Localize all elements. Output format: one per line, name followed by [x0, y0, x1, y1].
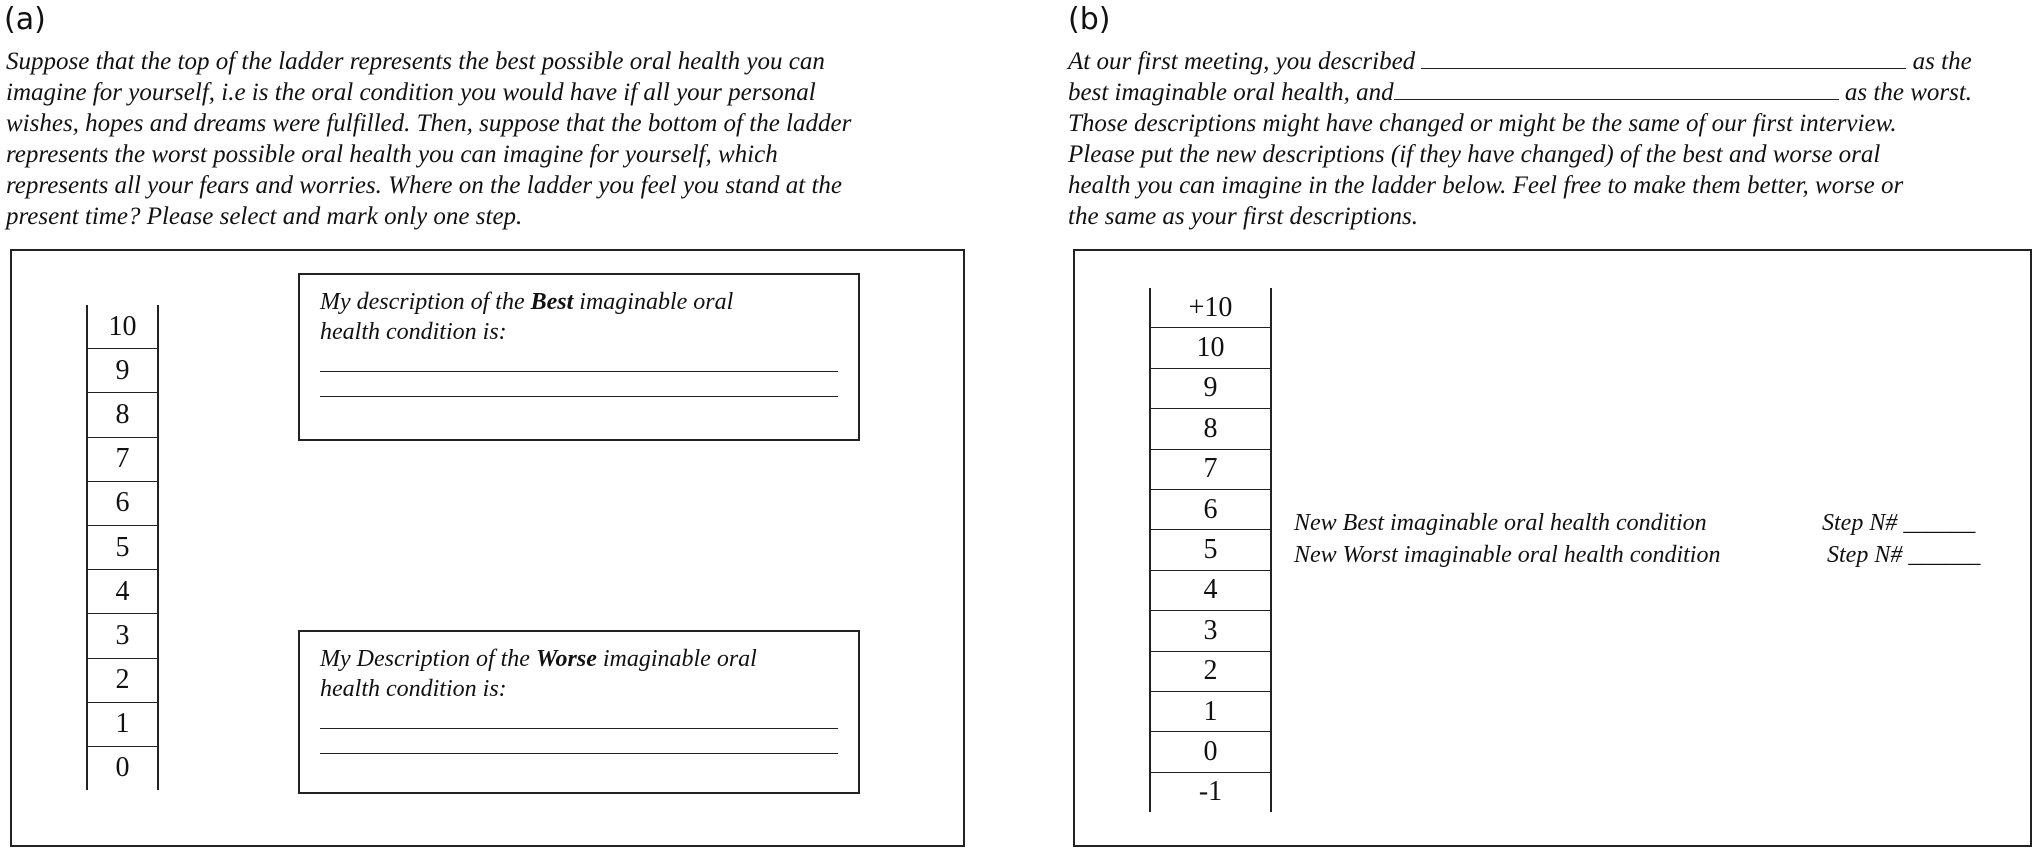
best-description-input-1[interactable] — [320, 347, 838, 372]
ladder-step[interactable]: 7 — [1151, 450, 1270, 490]
ladder-step[interactable]: 8 — [1151, 409, 1270, 449]
ladder-step[interactable]: 5 — [1151, 530, 1270, 570]
instruction-line: Those descriptions might have changed or might be the same of our first interview. — [1068, 110, 1897, 137]
ladder-step[interactable]: 7 — [88, 438, 157, 482]
new-best-step-field[interactable]: Step N# ______ — [1822, 510, 1976, 536]
ladder-step[interactable]: 2 — [1151, 652, 1270, 692]
worse-box-text: My Description of the — [320, 646, 536, 672]
ladder-step[interactable]: 4 — [1151, 571, 1270, 611]
panel-b-label: (b) — [1068, 2, 1111, 37]
best-box-text: My description of the — [320, 289, 531, 315]
ladder-step[interactable]: 1 — [1151, 692, 1270, 732]
ladder-step[interactable]: 10 — [1151, 328, 1270, 368]
panel-b-instructions — [1068, 46, 1972, 232]
worse-description-input-2[interactable] — [320, 729, 838, 754]
ladder-step[interactable]: 10 — [88, 305, 157, 349]
ladder-step[interactable]: 3 — [1151, 611, 1270, 651]
worse-description-input-1[interactable] — [320, 704, 838, 729]
ladder-step[interactable]: 1 — [88, 703, 157, 747]
instruction-line: represents all your fears and worries. Where on the ladder you feel you stand at the — [6, 172, 842, 199]
instruction-line — [1068, 46, 1972, 77]
worse-box-bold: Worse — [535, 646, 597, 672]
best-box-text: imaginable oral — [573, 289, 734, 315]
ladder-a — [86, 305, 159, 790]
instruction-line: imagine for yourself, i.e is the oral condition you would have if all your personal — [6, 79, 816, 106]
first-best-blank[interactable] — [1421, 50, 1906, 69]
worse-box-text: imaginable oral — [596, 646, 757, 672]
ladder-step[interactable]: 3 — [88, 614, 157, 658]
line1-end: as the — [1906, 48, 1972, 75]
ladder-step[interactable]: 6 — [88, 482, 157, 526]
ladder-step[interactable]: 9 — [88, 349, 157, 393]
ladder-step[interactable]: 9 — [1151, 369, 1270, 409]
line2-end: as the worst. — [1838, 79, 1973, 106]
ladder-step[interactable]: 5 — [88, 526, 157, 570]
best-box-line2: health condition is: — [320, 319, 507, 345]
instruction-line: Suppose that the top of the ladder represents the best possible oral health you can — [6, 48, 825, 75]
ladder-b — [1149, 288, 1272, 812]
panel-a-instructions — [6, 46, 851, 232]
worse-description-box — [298, 630, 860, 794]
ladder-step[interactable]: +10 — [1151, 288, 1270, 328]
best-description-box — [298, 273, 860, 441]
best-box-bold: Best — [530, 289, 574, 315]
ladder-step[interactable]: 8 — [88, 393, 157, 437]
ladder-step[interactable]: 4 — [88, 570, 157, 614]
panel-a-label: (a) — [4, 2, 46, 37]
instruction-line: Please put the new descriptions (if they have changed) of the best and worse oral — [1068, 141, 1881, 168]
best-description-input-2[interactable] — [320, 372, 838, 397]
line1-start: At our first meeting, you described — [1068, 48, 1422, 75]
ladder-step[interactable]: 0 — [1151, 732, 1270, 772]
new-best-label: New Best imaginable oral health condition — [1294, 510, 1707, 536]
line2-start: best imaginable oral health, and — [1068, 79, 1394, 106]
ladder-step[interactable]: 0 — [115, 752, 130, 784]
instruction-line: represents the worst possible oral health you can imagine for yourself, which — [6, 141, 778, 168]
instruction-line: the same as your first descriptions. — [1068, 203, 1418, 230]
instruction-line — [1068, 77, 1972, 108]
ladder-step[interactable]: 6 — [1151, 490, 1270, 530]
instruction-line: present time? Please select and mark only one step. — [6, 203, 523, 230]
new-worst-step-field[interactable]: Step N# ______ — [1827, 542, 1981, 568]
ladder-step[interactable]: -1 — [1198, 776, 1223, 808]
worse-box-line2: health condition is: — [320, 676, 507, 702]
ladder-step[interactable]: 2 — [88, 659, 157, 703]
instruction-line: wishes, hopes and dreams were fulfilled. Then, suppose that the bottom of the ladder — [6, 110, 852, 137]
first-worst-blank[interactable] — [1394, 81, 1839, 100]
instruction-line: health you can imagine in the ladder below. Feel free to make them better, worse or — [1068, 172, 1904, 199]
new-worst-label: New Worst imaginable oral health condition — [1294, 542, 1721, 568]
